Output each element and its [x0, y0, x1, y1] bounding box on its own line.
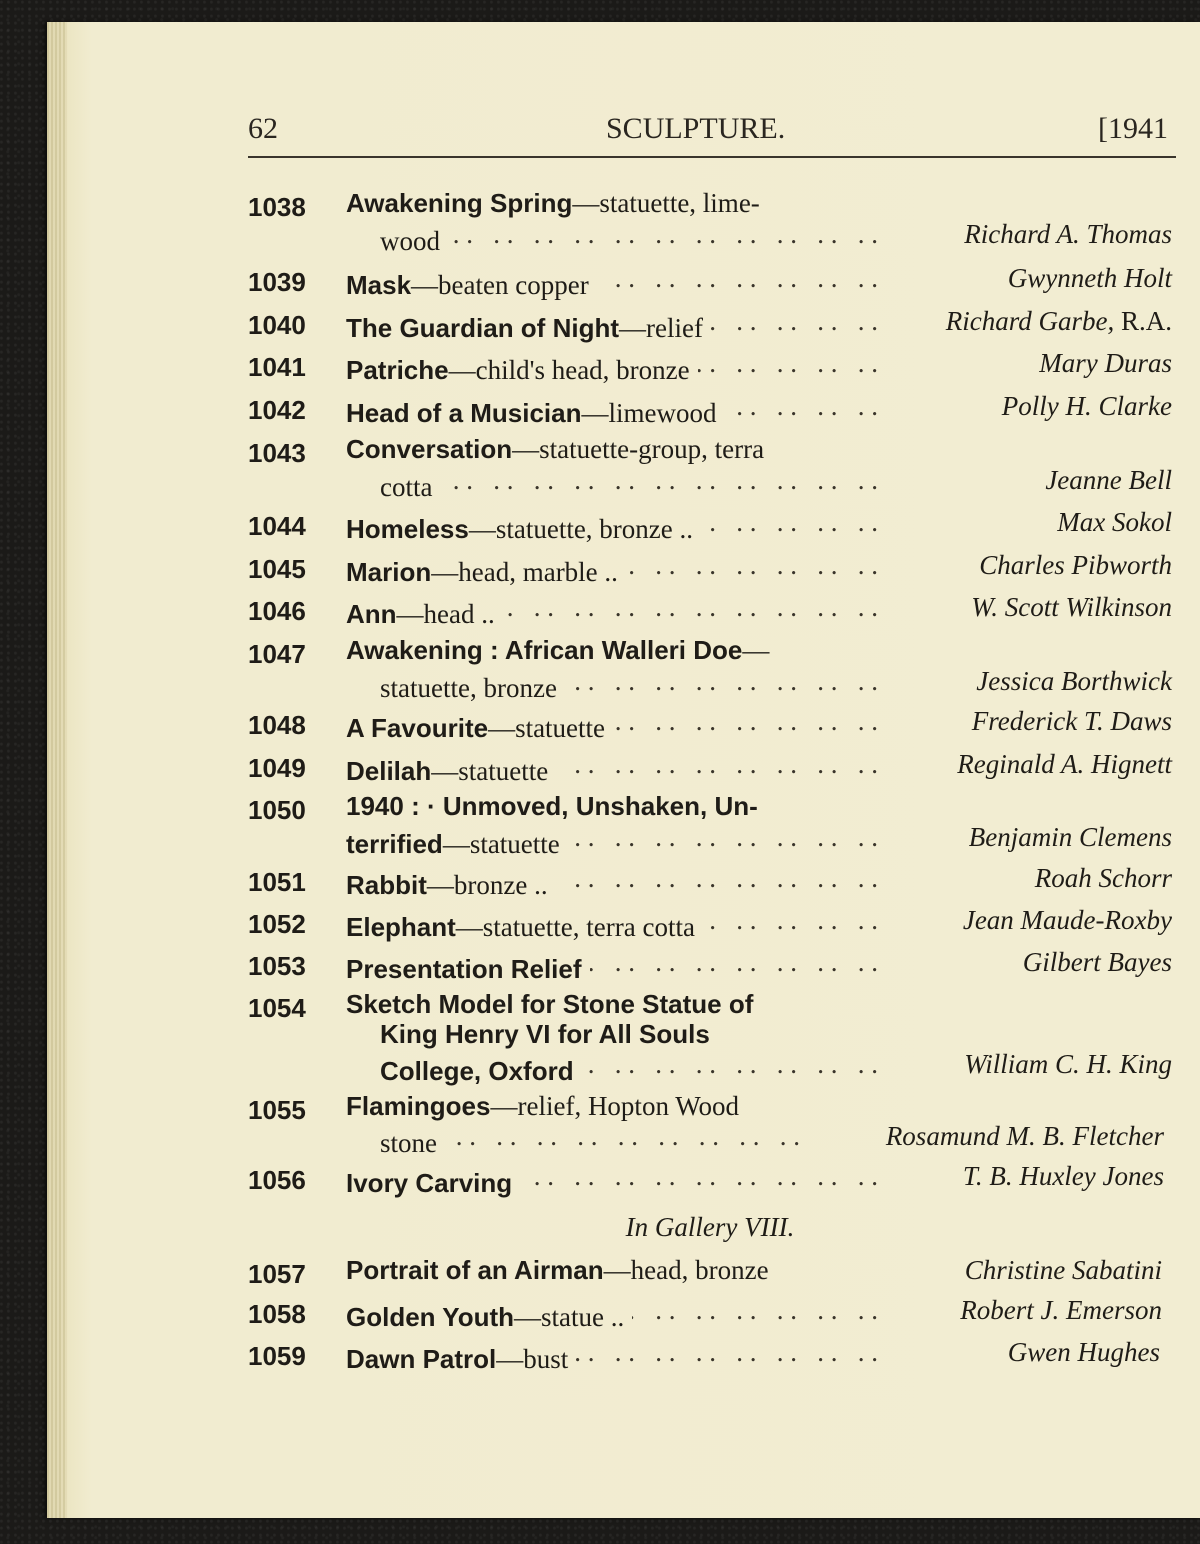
entry-title-line: [346, 706, 878, 744]
entry-desc: stone: [380, 1128, 437, 1158]
entry-desc: —bronze ..: [426, 870, 548, 900]
gallery-heading: In Gallery VIII.: [625, 1212, 795, 1242]
entry-title-line: [346, 1091, 878, 1122]
year-label: [1941: [1098, 112, 1168, 145]
entry-title-line: [346, 263, 878, 301]
entry-title: The Guardian of Night: [346, 313, 619, 343]
entry-title: Delilah: [346, 756, 432, 786]
entry-number: 1054: [248, 993, 306, 1023]
dot-leader: [590, 947, 878, 978]
entry-title-line: [346, 592, 878, 630]
entry-number: 1039: [248, 267, 306, 297]
entry-number: 1053: [248, 951, 306, 981]
entry-desc: —statuette: [442, 829, 560, 859]
entry-title: Ann: [346, 599, 397, 629]
entry-artist: Max Sokol: [1057, 507, 1172, 537]
dot-leader: [503, 592, 878, 623]
entry-title-line: [346, 1295, 878, 1333]
entry-desc: —bust: [496, 1344, 569, 1374]
entry-title-line: [346, 791, 878, 822]
entry-number: 1041: [248, 352, 306, 382]
entry-number: 1055: [248, 1095, 306, 1125]
entry-title: A Favourite: [346, 713, 489, 743]
entry-desc: —head, bronze: [603, 1255, 769, 1285]
entry-number: 1038: [248, 192, 306, 222]
dot-leader: [440, 465, 878, 496]
entry-title-line: [380, 1019, 878, 1050]
artist-honour: R.A.: [1120, 306, 1172, 336]
entry-artist: Roah Schorr: [1034, 863, 1172, 893]
entry-artist: William C. H. King: [964, 1049, 1172, 1079]
entry-title-line: [346, 989, 878, 1020]
entry-number: 1047: [248, 639, 306, 669]
entry-artist: Gwynneth Holt: [1007, 263, 1172, 293]
entry-artist: Reginald A. Hignett: [957, 749, 1172, 779]
entry-title-line: [346, 188, 878, 219]
entry-title: 1940 : · Unmoved, Unshaken, Un-: [346, 791, 758, 821]
dot-leader: [725, 391, 879, 422]
entry-desc-line: [380, 1121, 800, 1159]
entry-title: Presentation Relief: [346, 954, 582, 984]
entry-title-line: [346, 947, 878, 985]
entry-artist: W. Scott Wilkinson: [971, 592, 1172, 622]
entry-number: 1045: [248, 554, 306, 584]
dot-leader: [565, 666, 878, 697]
dot-leader: [445, 1121, 800, 1152]
entry-title-line: [346, 1337, 878, 1375]
entry-title: Golden Youth: [346, 1302, 515, 1332]
entry-desc: —beaten copper: [411, 270, 589, 300]
entry-desc: —limewood: [581, 398, 717, 428]
entry-title: Ivory Carving: [346, 1168, 513, 1198]
entry-number: 1058: [248, 1299, 306, 1329]
entry-desc: wood: [380, 226, 440, 256]
entry-title: Mask: [346, 270, 412, 300]
entry-artist: Jessica Borthwick: [976, 666, 1172, 696]
entry-desc-line: [380, 666, 878, 704]
dot-leader: [582, 1049, 878, 1080]
entry-title: Homeless: [346, 514, 469, 544]
entry-title: King Henry VI for All Souls: [380, 1019, 710, 1049]
entry-artist: [946, 306, 1172, 337]
entry-desc: —statuette, terra cotta: [455, 912, 695, 942]
entry-artist: T. B. Huxley Jones: [962, 1161, 1164, 1191]
entry-title-line: [346, 1255, 878, 1286]
entry-title-line: [346, 391, 878, 429]
entry-artist: Gilbert Bayes: [1022, 947, 1172, 977]
entry-title-line: [380, 1049, 878, 1087]
entry-number: 1049: [248, 753, 306, 783]
dot-leader: [698, 348, 878, 379]
entry-desc: —statuette, lime-: [572, 188, 760, 218]
artist-name: Richard Garbe,: [945, 306, 1115, 336]
entry-title-line: [346, 1161, 878, 1199]
entry-artist: Jeanne Bell: [1045, 465, 1172, 495]
entry-title-line: [346, 863, 878, 901]
entry-number: 1046: [248, 596, 306, 626]
entry-title: Flamingoes: [346, 1091, 491, 1121]
entry-artist: Frederick T. Daws: [971, 706, 1172, 736]
entry-desc-line: [380, 219, 878, 257]
entry-artist: Charles Pibworth: [979, 550, 1172, 580]
entry-title: Conversation: [346, 434, 513, 464]
entry-title: Sketch Model for Stone Statue of: [346, 989, 754, 1019]
entry-desc: —head, marble ..: [431, 557, 618, 587]
entry-title: College, Oxford: [380, 1056, 574, 1086]
entry-title: Dawn Patrol: [346, 1344, 497, 1374]
entry-artist: Benjamin Clemens: [968, 822, 1172, 852]
entry-title-line: [346, 507, 878, 545]
page-edge: [47, 22, 67, 1518]
entry-title: terrified: [346, 829, 443, 859]
entry-title: Awakening : African Walleri Doe: [346, 635, 743, 665]
section-title: SCULPTURE.: [606, 112, 786, 145]
entry-title: Patriche: [346, 355, 449, 385]
entry-desc: —relief, Hopton Wood: [490, 1091, 740, 1121]
entry-number: 1050: [248, 795, 306, 825]
dot-leader: [711, 306, 878, 337]
entry-title-line: [346, 905, 878, 943]
entry-desc: statuette, bronze: [380, 673, 557, 703]
entry-number: 1057: [248, 1259, 306, 1289]
entry-artist: Polly H. Clarke: [1001, 391, 1172, 421]
dot-leader: [632, 1295, 878, 1326]
entry-title-line: [346, 434, 878, 465]
dot-leader: [520, 1161, 878, 1192]
dot-leader: [448, 219, 878, 250]
dot-leader: [556, 863, 878, 894]
entry-artist: Gwen Hughes: [1007, 1337, 1160, 1367]
entry-artist: Mary Duras: [1039, 348, 1172, 378]
entry-artist: Robert J. Emerson: [960, 1295, 1162, 1325]
entry-number: 1051: [248, 867, 306, 897]
dot-leader: [701, 507, 878, 538]
entry-desc: —head ..: [396, 599, 495, 629]
entry-title: Rabbit: [346, 870, 427, 900]
entry-title-line: [346, 635, 878, 666]
entry-artist: Jean Maude-Roxby: [962, 905, 1172, 935]
entry-title: Elephant: [346, 912, 456, 942]
entry-title: Marion: [346, 557, 432, 587]
entry-title-line: [346, 822, 878, 860]
entry-desc: cotta: [380, 472, 433, 502]
entry-title: Portrait of an Airman: [346, 1255, 604, 1285]
entry-desc: —statuette-group, terra: [512, 434, 765, 464]
entry-desc: —statue ..: [514, 1302, 625, 1332]
entry-title-line: [346, 550, 878, 588]
dot-leader: [556, 749, 878, 780]
dot-leader: [576, 1337, 878, 1368]
entry-desc: —child's head, bronze: [448, 355, 690, 385]
dot-leader: [597, 263, 878, 294]
entry-number: 1043: [248, 438, 306, 468]
page-number: 62: [248, 112, 278, 145]
entry-desc: —relief: [619, 313, 703, 343]
entry-title: Head of a Musician: [346, 398, 582, 428]
entry-number: 1044: [248, 511, 306, 541]
entry-number: 1059: [248, 1341, 306, 1371]
dot-leader: [613, 706, 878, 737]
entry-artist: Richard A. Thomas: [964, 219, 1172, 249]
entry-artist: Rosamund M. B. Fletcher: [885, 1121, 1164, 1151]
entry-desc-line: [380, 465, 878, 503]
dot-leader: [568, 822, 878, 853]
dot-leader: [626, 550, 878, 581]
entry-title-line: [346, 749, 878, 787]
entry-desc: —statuette: [431, 756, 549, 786]
entry-desc: —statuette, bronze ..: [468, 514, 694, 544]
entry-artist: Christine Sabatini: [964, 1255, 1162, 1285]
entry-title: Awakening Spring: [346, 188, 573, 218]
entry-number: 1042: [248, 395, 306, 425]
entry-number: 1056: [248, 1165, 306, 1195]
entry-title-line: [346, 306, 878, 344]
entry-title-line: [346, 348, 878, 386]
entry-number: 1048: [248, 710, 306, 740]
entry-number: 1052: [248, 909, 306, 939]
entry-desc: —statuette: [488, 713, 606, 743]
dot-leader: [703, 905, 878, 936]
entry-desc: —: [742, 635, 770, 665]
header-rule: [248, 156, 1176, 158]
entry-number: 1040: [248, 310, 306, 340]
